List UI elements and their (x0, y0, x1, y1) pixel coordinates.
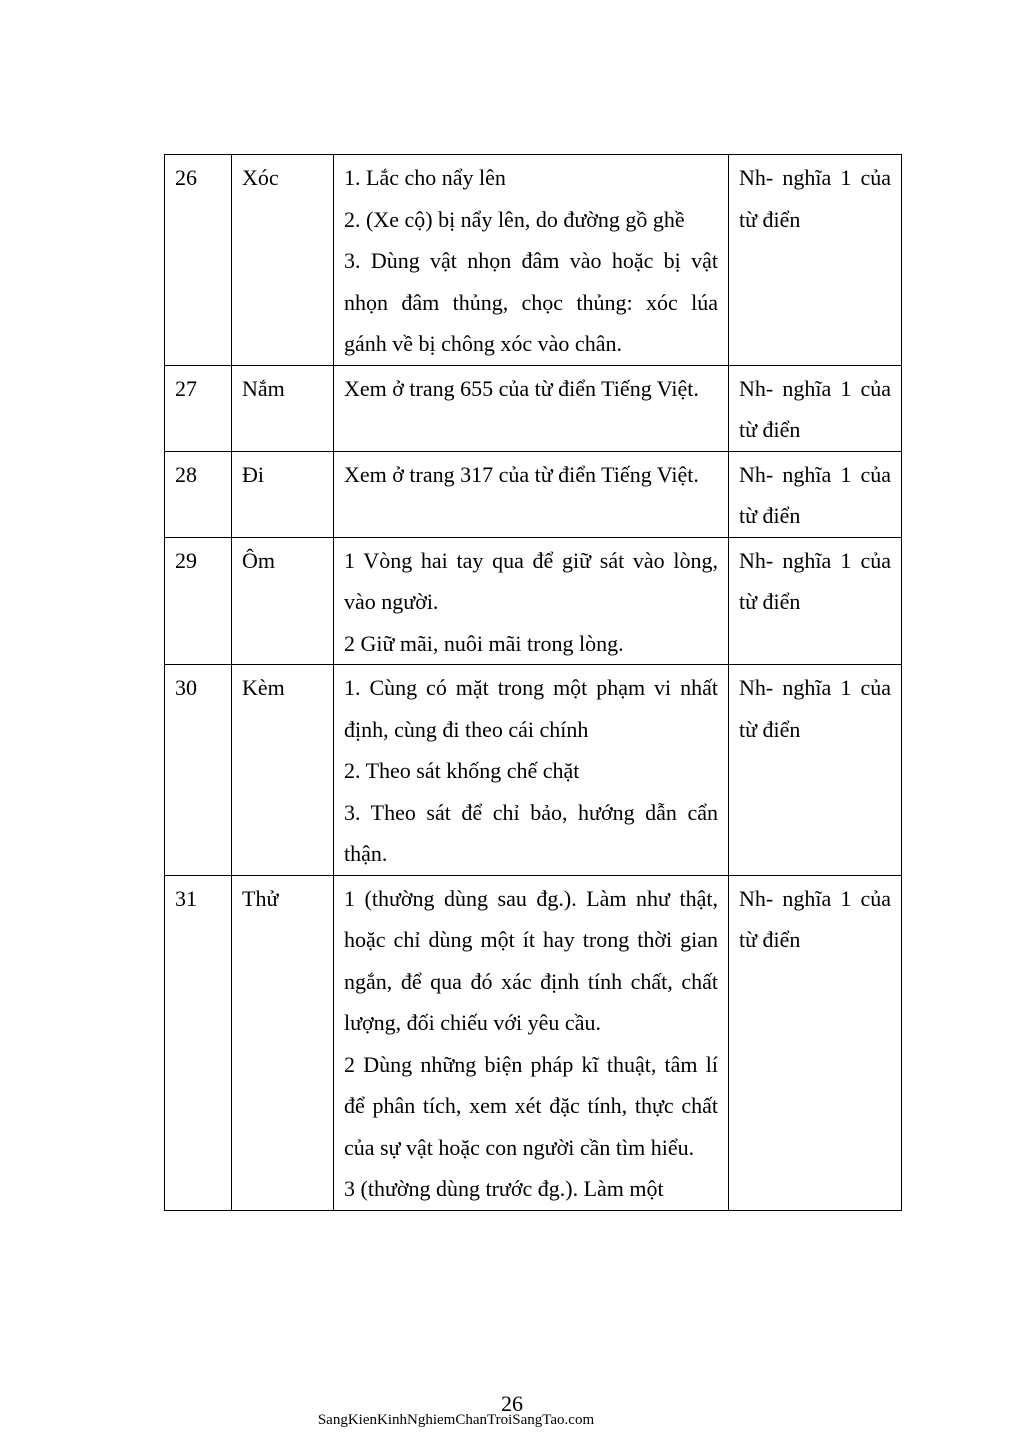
word: Ôm (232, 537, 334, 665)
table-row (165, 665, 902, 876)
row-number: 30 (165, 665, 232, 876)
row-number: 29 (165, 537, 232, 665)
definition-line: Xem ở trang 317 của từ điển Tiếng Việt. (344, 461, 699, 487)
row-number: 28 (165, 451, 232, 537)
table-row (165, 451, 902, 537)
dictionary-table (164, 154, 902, 1211)
word: Nắm (232, 365, 334, 451)
word: Đi (232, 451, 334, 537)
definition-line: Xem ở trang 655 của từ điển Tiếng Việt. (344, 375, 699, 401)
page-number: 26 (501, 1391, 523, 1416)
definition-line: 3. Dùng vật nhọn đâm vào hoặc bị vật nhọn đâm thủng, chọc thủng: xóc lúa gánh về bị chông xóc vào chân. (344, 248, 718, 356)
definition (334, 875, 729, 1210)
note: Nh- nghĩa 1 của từ điển (729, 365, 902, 451)
table-row (165, 875, 902, 1210)
definition (334, 665, 729, 876)
definition-line: 3 (thường dùng trước đg.). Làm một (344, 1176, 664, 1201)
note: Nh- nghĩa 1 của từ điển (729, 451, 902, 537)
word: Xóc (232, 155, 334, 366)
note: Nh- nghĩa 1 của từ điển (729, 875, 902, 1210)
definition-line: 1 Vòng hai tay qua để giữ sát vào lòng, vào người. (344, 547, 718, 614)
row-number: 26 (165, 155, 232, 366)
row-number: 31 (165, 875, 232, 1210)
definition (334, 537, 729, 665)
definition-line: 1 (thường dùng sau đg.). Làm như thật, hoặc chỉ dùng một ít hay trong thời gian ngắn, để qua đó xác định tính chất, chất lượng, đối chiếu với yêu cầu. (344, 885, 718, 1035)
word: Thử (232, 875, 334, 1210)
footer-site-name: SangKienKinhNghiemChanTroiSangTao.com (317, 1412, 595, 1428)
definition-line: 2. (Xe cộ) bị nẩy lên, do đường gồ ghề (344, 206, 685, 232)
table-row (165, 537, 902, 665)
definition (334, 365, 729, 451)
definition-line: 1. Cùng có mặt trong một phạm vi nhất định, cùng đi theo cái chính (344, 675, 718, 742)
definition (334, 451, 729, 537)
row-number: 27 (165, 365, 232, 451)
definition-line: 2 Dùng những biện pháp kĩ thuật, tâm lí để phân tích, xem xét đặc tính, thực chất của sự vật hoặc con người cần tìm hiểu. (344, 1051, 718, 1160)
definition (334, 155, 729, 366)
note: Nh- nghĩa 1 của từ điển (729, 155, 902, 366)
note: Nh- nghĩa 1 của từ điển (729, 665, 902, 876)
definition-line: 1. Lắc cho nẩy lên (344, 165, 506, 190)
definition-line: 2 Giữ mãi, nuôi mãi trong lòng. (344, 630, 624, 656)
word: Kèm (232, 665, 334, 876)
table-row (165, 155, 902, 366)
definition-line: 2. Theo sát khống chế chặt (344, 758, 580, 783)
definition-line: 3. Theo sát để chỉ bảo, hướng dẫn cẩn thận. (344, 799, 718, 866)
note: Nh- nghĩa 1 của từ điển (729, 537, 902, 665)
table-row (165, 365, 902, 451)
